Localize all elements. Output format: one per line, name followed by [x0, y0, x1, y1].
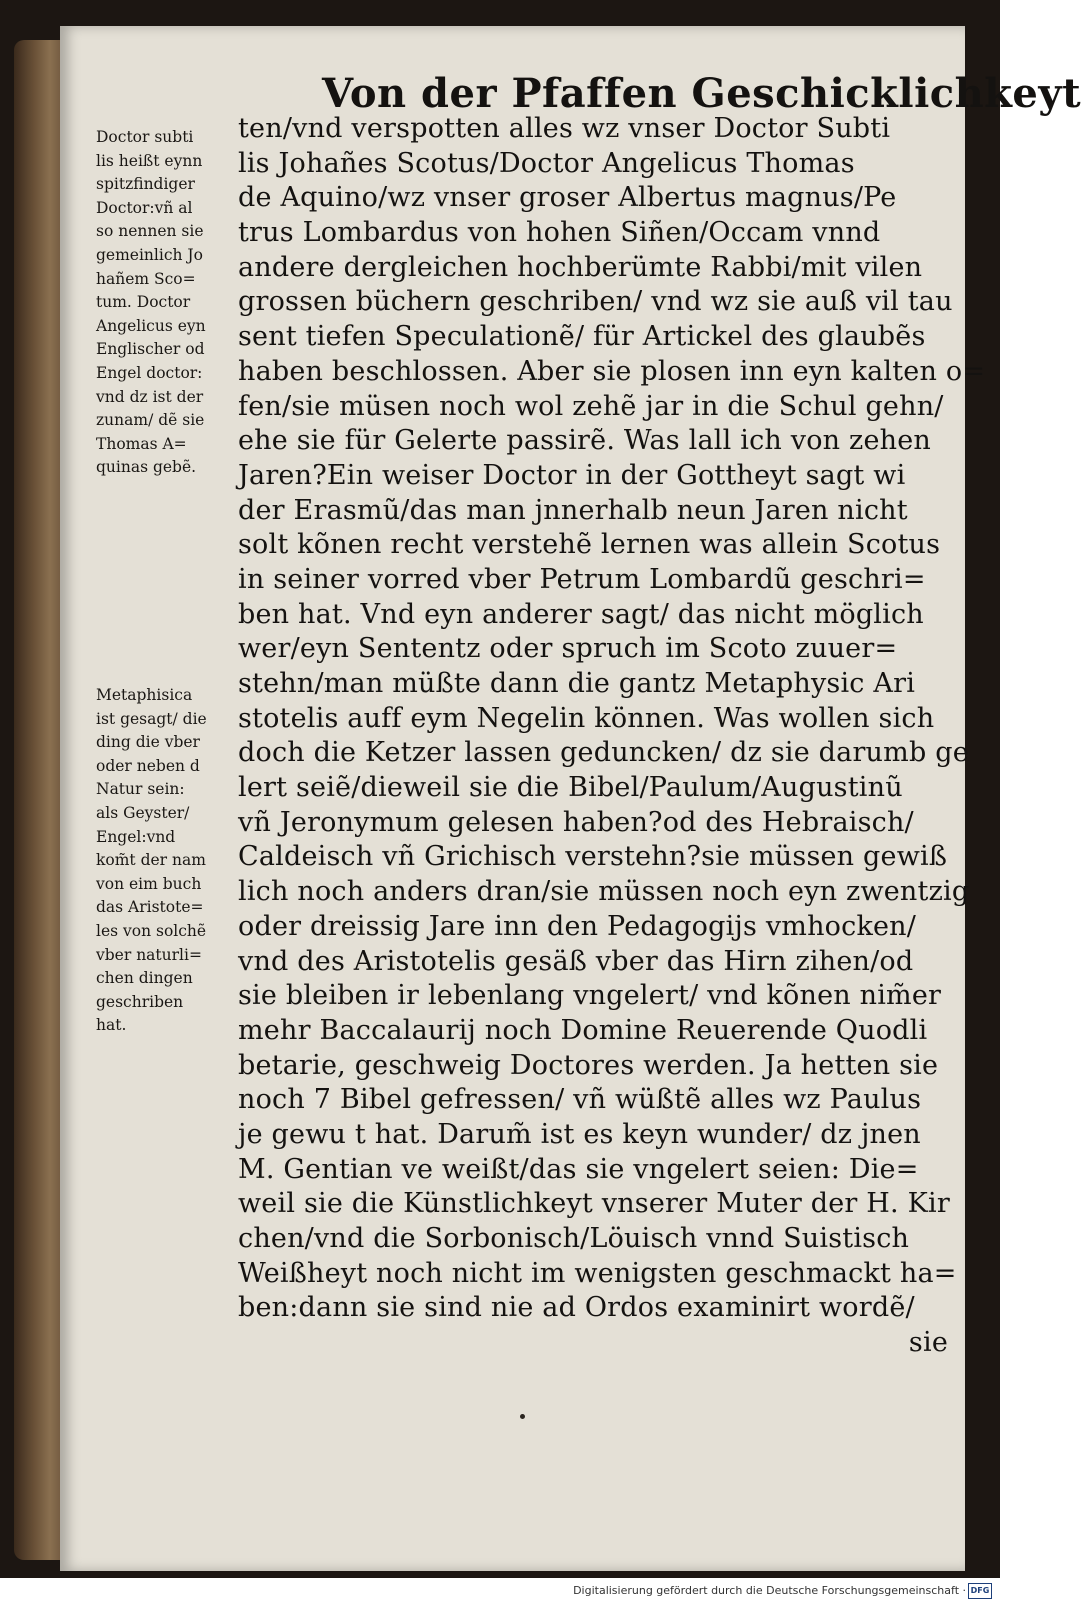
text-line: mehr Baccalaurij noch Domine Reuerende Quodli	[238, 1014, 928, 1046]
footer-bar	[0, 1578, 1000, 1603]
margin-note-line: von eim buch	[96, 874, 202, 893]
margin-note-line: Thomas A=	[96, 434, 187, 453]
text-line: sie bleiben ir lebenlang vngelert/ vnd kõnen nim̃er	[238, 980, 942, 1012]
text-line: sie	[908, 1327, 948, 1359]
text-line: grossen büchern geschriben/ vnd wz sie auß vil tau	[238, 286, 953, 318]
text-line: trus Lombardus von hohen Siñen/Occam vnnd	[238, 217, 881, 249]
text-line: doch die Ketzer lassen geduncken/ dz sie darumb ge	[238, 737, 969, 769]
text-line: oder dreissig Jare inn den Pedagogijs vmhocken/	[238, 910, 917, 942]
margin-note-line: so nennen sie	[96, 222, 204, 241]
text-line: stotelis auff eym Negelin können. Was wollen sich	[238, 702, 935, 734]
text-line: solt kõnen recht verstehẽ lernen was allein Scotus	[238, 529, 941, 561]
text-line: Jaren?Ein weiser Doctor in der Gottheyt sagt wi	[238, 459, 906, 491]
text-line: lert seiẽ/dieweil sie die Bibel/Paulum/Augustinũ	[238, 772, 903, 804]
margin-note-line: les von solchẽ	[96, 921, 207, 940]
text-line: M. Gentian ve weißt/das sie vngelert seien: Die=	[238, 1153, 919, 1185]
text-line: lis Johañes Scotus/Doctor Angelicus Thomas	[238, 147, 855, 179]
margin-note-line: Doctor:vñ al	[96, 198, 193, 217]
text-line: fen/sie müsen noch wol zehẽ jar in die Schul gehn/	[238, 390, 944, 422]
margin-note-line: kom̃t der nam	[96, 851, 206, 870]
margin-note-line: hañem Sco=	[96, 269, 196, 288]
margin-note-line: Doctor subti	[96, 128, 194, 146]
text-line: weil sie die Künstlichkeyt vnserer Muter der H. Kir	[238, 1188, 950, 1220]
text-line: de Aquino/wz vnser groser Albertus magnus/Pe	[238, 182, 897, 214]
text-line: ben:dann sie sind nie ad Ordos examinirt wordẽ/	[238, 1292, 915, 1324]
text-line: Weißheyt noch nicht im wenigsten geschmackt ha=	[238, 1257, 957, 1289]
text-line: je gewu t hat. Darum̃ ist es keyn wunder/ dz jnen	[238, 1118, 921, 1150]
margin-note-line: als Geyster/	[96, 803, 190, 822]
text-line: lich noch anders dran/sie müssen noch eyn zwentzig	[238, 876, 970, 908]
margin-note-line: ding die vber	[96, 733, 200, 752]
text-line: ben hat. Vnd eyn anderer sagt/ das nicht möglich	[238, 598, 924, 630]
margin-note-doctor-subtilis	[96, 126, 236, 480]
margin-note-line: tum. Doctor	[96, 293, 191, 312]
book-page	[60, 26, 1081, 1571]
margin-note-line: zunam/ dẽ sie	[96, 411, 205, 430]
ink-speck	[520, 1414, 525, 1419]
margin-note-line: chen dingen	[96, 969, 193, 988]
text-line: andere dergleichen hochberümte Rabbi/mit vilen	[238, 251, 923, 283]
margin-note-line: lis heißt eynn	[96, 151, 203, 170]
dfg-logo: DFG	[968, 1583, 992, 1599]
text-line: noch 7 Bibel gefressen/ vñ wüßtẽ alles wz Paulus	[238, 1084, 922, 1116]
text-line: betarie, geschweig Doctores werden. Ja hetten sie	[238, 1049, 939, 1081]
margin-note-line: spitzfindiger	[96, 175, 195, 194]
text-line: vñ Jeronymum gelesen haben?od des Hebraisch/	[238, 806, 914, 838]
footer-credit: Digitalisierung gefördert durch die Deutsche Forschungsgemeinschaft ·	[573, 1584, 966, 1597]
margin-note-line: vnd dz ist der	[96, 387, 204, 406]
margin-note-line: Engel doctor:	[96, 363, 203, 382]
margin-note-line: ist gesagt/ die	[96, 709, 207, 728]
text-line: in seiner vorred vber Petrum Lombardũ geschri=	[238, 563, 926, 595]
margin-note-metaphisica	[96, 684, 236, 1038]
text-line: vnd des Aristotelis gesäß vber das Hirn zihen/od	[238, 945, 914, 977]
margin-note-line: oder neben d	[96, 756, 200, 775]
margin-note-line: Natur sein:	[96, 780, 185, 799]
margin-note-line: gemeinlich Jo	[96, 245, 203, 264]
text-line: wer/eyn Sententz oder spruch im Scoto zuuer=	[238, 633, 898, 665]
margin-note-line: hat.	[96, 1016, 127, 1035]
margin-note-line: vber naturli=	[96, 945, 202, 964]
margin-note-line: Englischer od	[96, 340, 205, 359]
margin-note-line: das Aristote=	[96, 898, 204, 917]
margin-note-line: Metaphisica	[96, 686, 193, 704]
text-line: stehn/man müßte dann die gantz Metaphysic Ari	[238, 668, 916, 699]
text-line: sent tiefen Speculationẽ/ für Artickel des glaubẽs	[238, 321, 926, 353]
text-line: haben beschlossen. Aber sie plosen inn eyn kalten o=	[238, 355, 986, 387]
text-line: chen/vnd die Sorbonisch/Löuisch vnnd Suistisch	[238, 1223, 910, 1254]
text-line: ten/vnd verspotten alles wz vnser Doctor Subti	[238, 113, 891, 144]
text-line: der Erasmũ/das man jnnerhalb neun Jaren nicht	[238, 494, 908, 526]
margin-note-line: quinas gebẽ.	[96, 458, 197, 477]
running-head: Von der Pfaffen Geschicklichkeyt	[322, 70, 1081, 117]
margin-note-line: Angelicus eyn	[96, 316, 206, 335]
text-line: ehe sie für Gelerte passirẽ. Was lall ich von zehen	[238, 425, 932, 457]
main-text-block	[238, 112, 986, 1361]
text-line: Caldeisch vñ Grichisch verstehn?sie müssen gewiß	[238, 841, 948, 873]
margin-note-line: geschriben	[96, 992, 184, 1011]
margin-note-line: Engel:vnd	[96, 827, 176, 846]
